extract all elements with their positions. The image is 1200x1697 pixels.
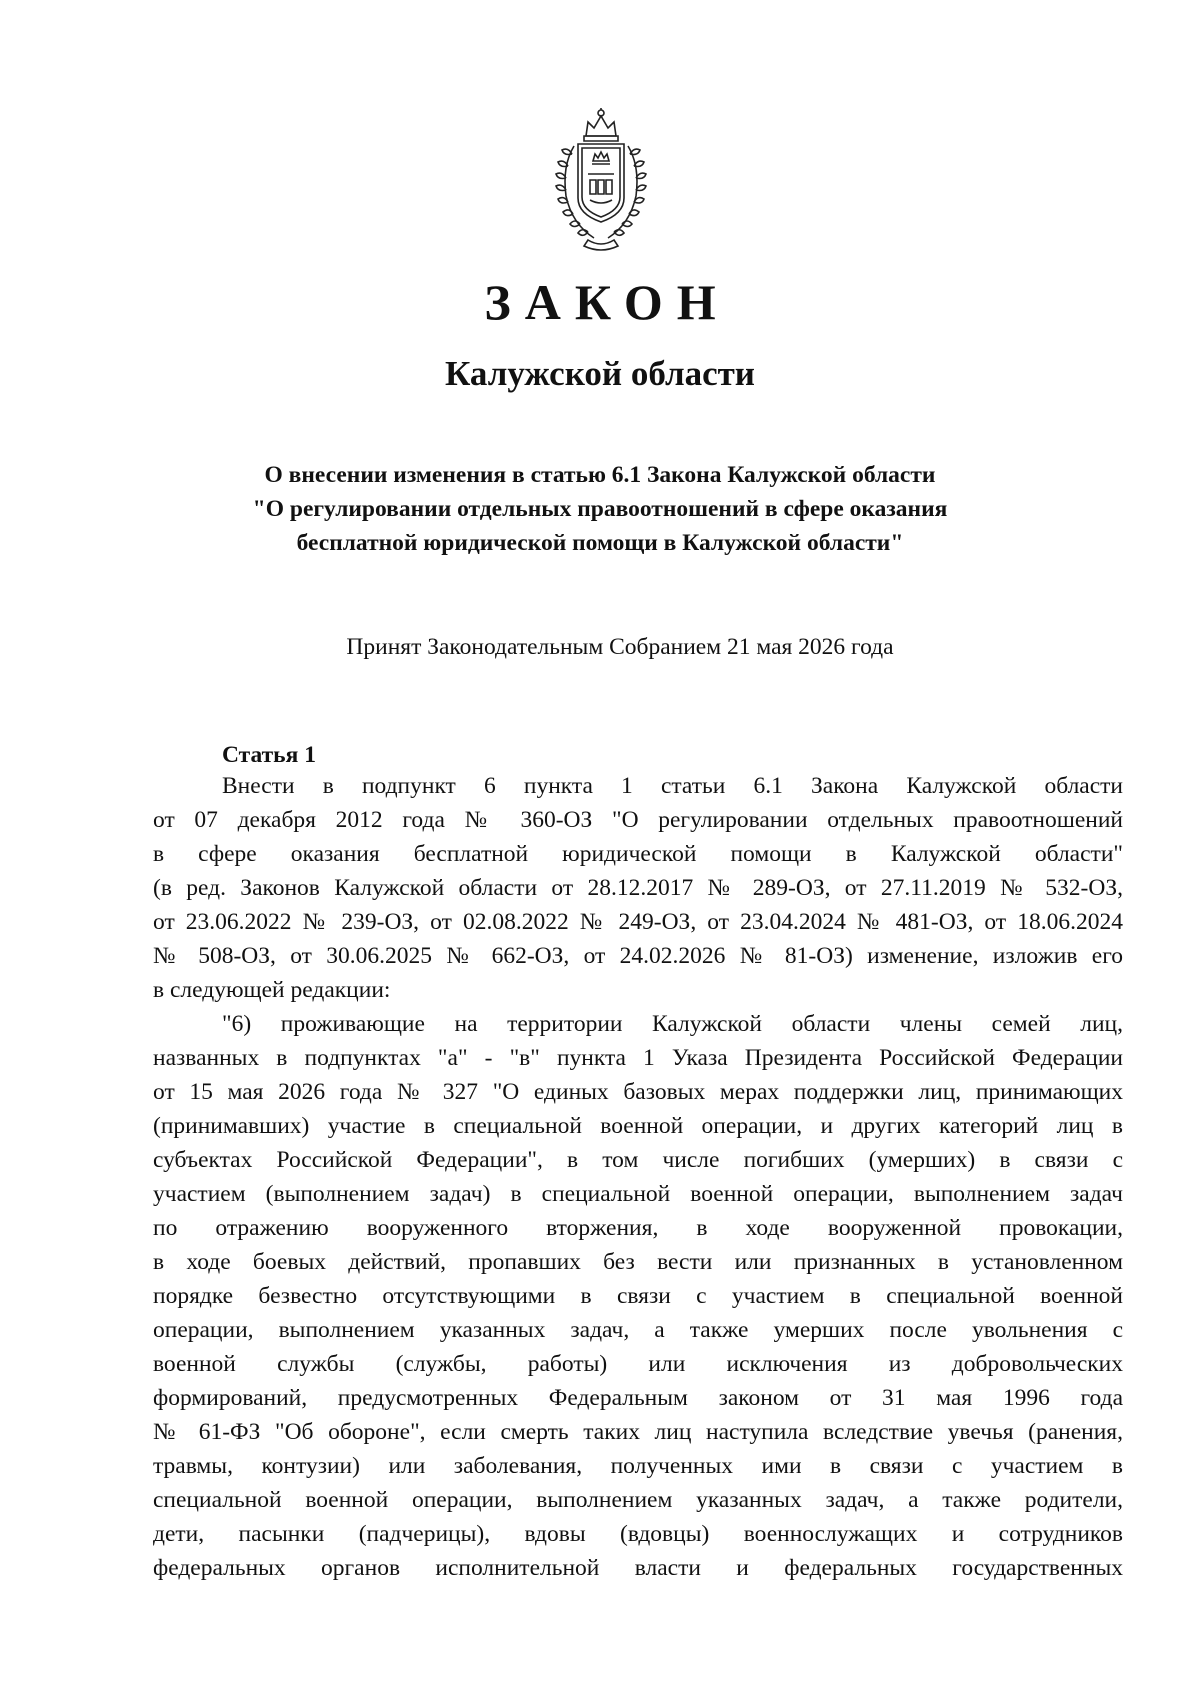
text-line: № 508-ОЗ, от 30.06.2025 № 662-ОЗ, от 24.02.2026 № 81-ОЗ) изменение, изложив его bbox=[153, 943, 1123, 969]
title-line: "О регулировании отдельных правоотношений в сфере оказания bbox=[252, 496, 948, 522]
text-line: травмы, контузии) или заболевания, полученных ими в связи с участием в bbox=[153, 1453, 1123, 1479]
title-line: бесплатной юридической помощи в Калужской области" bbox=[296, 530, 904, 556]
text-line: названных в подпунктах "а" - "в" пункта 1 Указа Президента Российской Федерации bbox=[153, 1045, 1123, 1071]
text-line: участием (выполнением задач) в специальной военной операции, выполнением задач bbox=[153, 1181, 1123, 1207]
text-line: (в ред. Законов Калужской области от 28.12.2017 № 289-ОЗ, от 27.11.2019 № 532-ОЗ, bbox=[153, 875, 1123, 901]
text-line: от 23.06.2022 № 239-ОЗ, от 02.08.2022 № 249-ОЗ, от 23.04.2024 № 481-ОЗ, от 18.06.2024 bbox=[153, 909, 1123, 935]
text-line: федеральных органов исполнительной власти и федеральных государственных bbox=[153, 1555, 1123, 1581]
text-line: операции, выполнением указанных задач, а также умерших после увольнения с bbox=[153, 1317, 1123, 1343]
text-line: в сфере оказания бесплатной юридической помощи в Калужской области" bbox=[153, 841, 1123, 867]
text-line: военной службы (службы, работы) или исключения из добровольческих bbox=[153, 1351, 1123, 1377]
document-title bbox=[220, 458, 980, 560]
text-line: специальной военной операции, выполнением указанных задач, а также родители, bbox=[153, 1487, 1123, 1513]
text-line: в ходе боевых действий, пропавших без вести или признанных в установленном bbox=[153, 1249, 1123, 1275]
text-line: "6) проживающие на территории Калужской области члены семей лиц, bbox=[222, 1011, 1123, 1037]
text-line: (принимавших) участие в специальной военной операции, и других категорий лиц в bbox=[153, 1113, 1123, 1139]
text-line: субъектах Российской Федерации", в том числе погибших (умерших) в связи с bbox=[153, 1147, 1123, 1173]
article-heading: Статья 1 bbox=[222, 742, 316, 768]
coat-of-arms-icon bbox=[548, 106, 654, 252]
text-line: Внести в подпункт 6 пункта 1 статьи 6.1 Закона Калужской области bbox=[222, 773, 1123, 799]
title-line: О внесении изменения в статью 6.1 Закона Калужской области bbox=[264, 462, 936, 488]
adoption-date-line: Принят Законодательным Собранием 21 мая 2026 года bbox=[346, 634, 894, 660]
text-line: № 61-ФЗ "Об обороне", если смерть таких лиц наступила вследствие увечья (ранения, bbox=[153, 1419, 1123, 1445]
text-line: по отражению вооруженного вторжения, в ходе вооруженной провокации, bbox=[153, 1215, 1123, 1241]
text-line: от 15 мая 2026 года № 327 "О единых базовых мерах поддержки лиц, принимающих bbox=[153, 1079, 1123, 1105]
text-line: от 07 декабря 2012 года № 360-ОЗ "О регулировании отдельных правоотношений bbox=[153, 807, 1123, 833]
text-line: дети, пасынки (падчерицы), вдовы (вдовцы) военнослужащих и сотрудников bbox=[153, 1521, 1123, 1547]
text-line: формирований, предусмотренных Федеральным законом от 31 мая 1996 года bbox=[153, 1385, 1123, 1411]
text-line: в следующей редакции: bbox=[153, 977, 391, 1003]
region-name: Калужской области bbox=[445, 354, 755, 393]
article-body bbox=[153, 769, 1123, 1585]
text-line: порядке безвестно отсутствующими в связи с участием в специальной военной bbox=[153, 1283, 1123, 1309]
document-type: ЗАКОН bbox=[484, 274, 730, 330]
